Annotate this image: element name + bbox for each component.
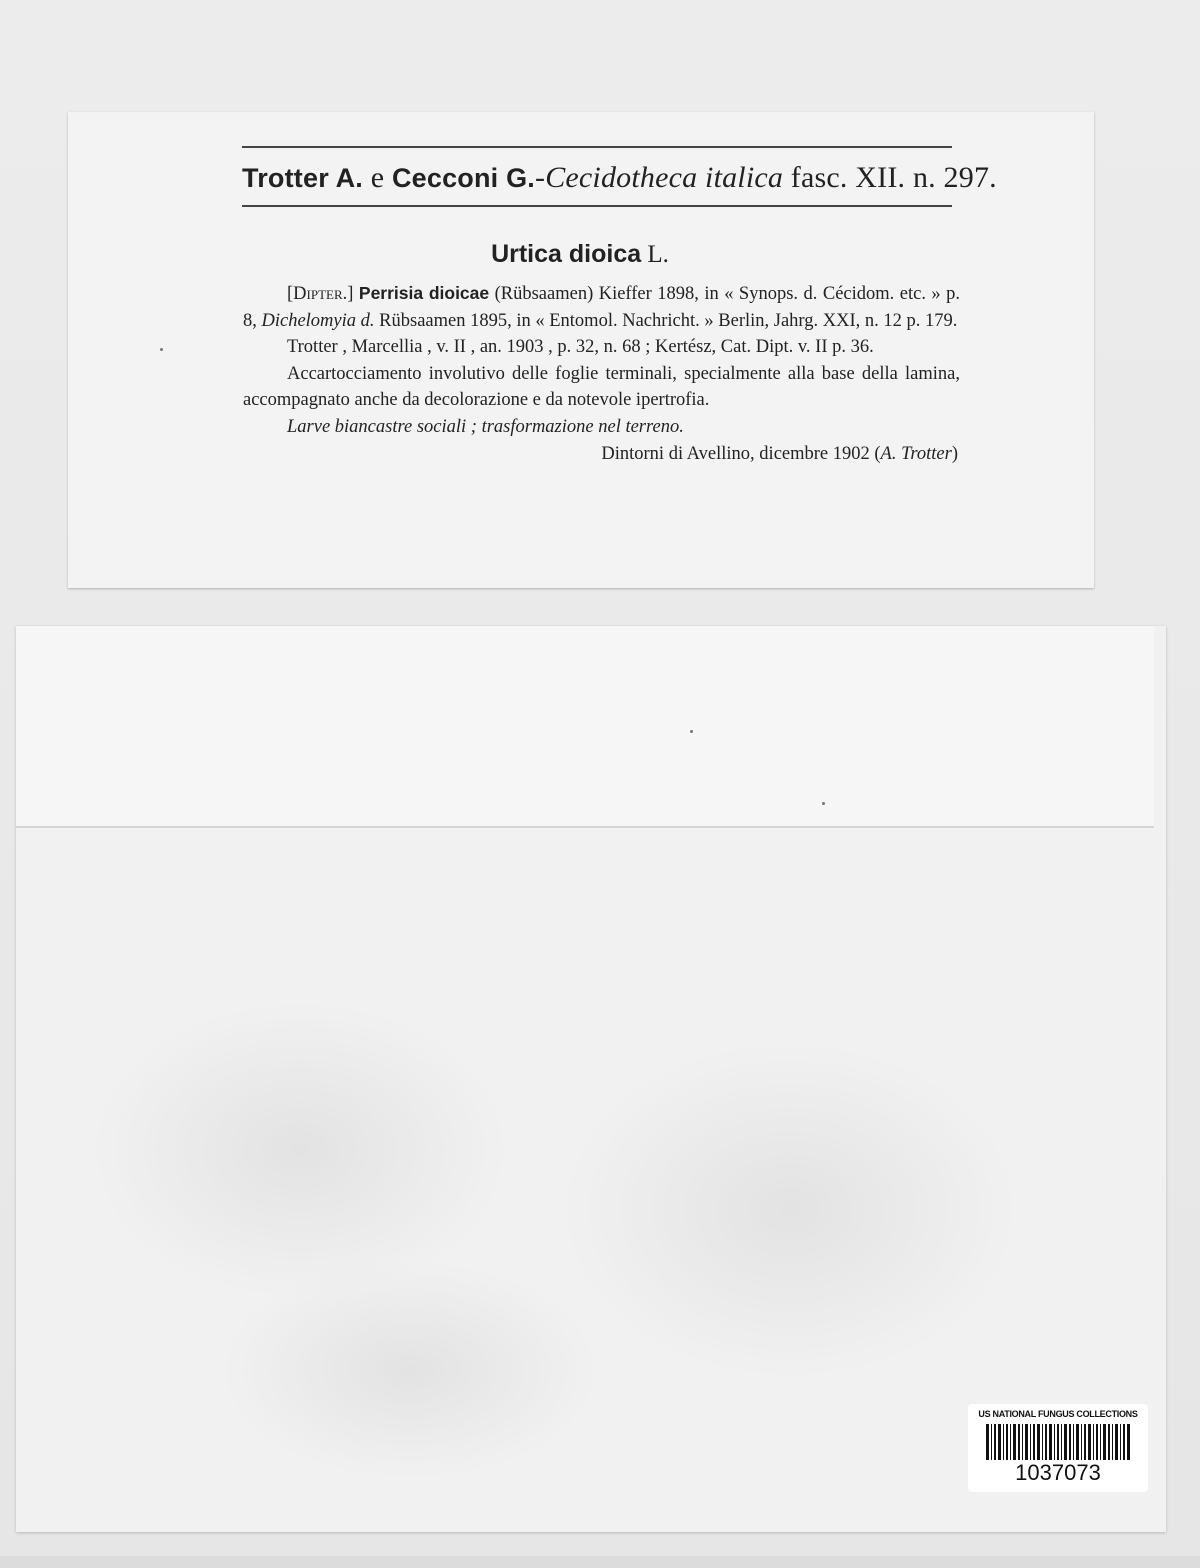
barcode-institution: US NATIONAL FUNGUS COLLECTIONS	[978, 1409, 1138, 1419]
taxonomy-text-2: Rübsaamen 1895, in « Entomol. Nachricht. » Berlin, Jahrg. XXI, n. 12 p. 179.	[374, 310, 958, 331]
host-species-authority: L.	[641, 241, 669, 268]
larvae-note: Larve biancastre sociali ; trasformazione nel terreno.	[287, 416, 684, 437]
host-species-title	[0, 236, 1160, 273]
paper-speck	[690, 730, 693, 733]
header-dash: -	[534, 161, 546, 194]
taxonomy-text-1: (Rübsaamen) Kieffer 1898, in « Synops. d. Cécidom. etc. » p. 8,	[243, 284, 961, 331]
label-body	[243, 280, 960, 467]
collector-name: A. Trotter	[880, 443, 952, 464]
envelope-shadow	[220, 1260, 600, 1480]
gall-taxon: Perrisia dioicae	[358, 283, 490, 303]
barcode-number: 1037073	[1015, 1460, 1101, 1485]
label-top-rule	[242, 146, 952, 148]
author-conjunction: e	[363, 161, 392, 194]
sheet-bottom-edge	[0, 1556, 1200, 1568]
label-bottom-rule	[242, 205, 952, 207]
description-paragraph: Accartocciamento involutivo delle foglie terminali, specialmente alla base della lamina, accompagnato anche da decolorazione e da notevole ipertrofia.	[243, 363, 960, 411]
locality-close: )	[951, 443, 958, 464]
author-1: Trotter A.	[242, 163, 364, 193]
envelope-shadow	[90, 1000, 510, 1300]
author-2: Cecconi G.	[391, 163, 535, 193]
references-paragraph: Trotter , Marcellia , v. II , an. 1903 , p. 32, n. 68 ; Kertész, Cat. Dipt. v. II p. 36.	[287, 337, 874, 358]
exsiccata-title: Cecidotheca italica	[545, 161, 784, 194]
insect-order: [Dipter.]	[287, 284, 354, 304]
fascicle-number: fasc. XII. n. 297.	[790, 161, 997, 194]
envelope-flap[interactable]	[16, 626, 1154, 828]
synonym: Dichelomyia d.	[261, 310, 375, 331]
taxonomy-paragraph	[243, 280, 960, 334]
barcode-label	[968, 1404, 1148, 1492]
locality-text: Dintorni di Avellino, dicembre 1902 (	[601, 443, 881, 464]
barcode-icon	[986, 1424, 1130, 1460]
label-header	[242, 158, 997, 198]
locality-line	[243, 441, 960, 468]
envelope-shadow	[560, 1040, 1020, 1380]
paper-speck	[822, 802, 825, 805]
host-species-name: Urtica dioica	[491, 240, 642, 268]
paper-speck	[160, 348, 163, 351]
